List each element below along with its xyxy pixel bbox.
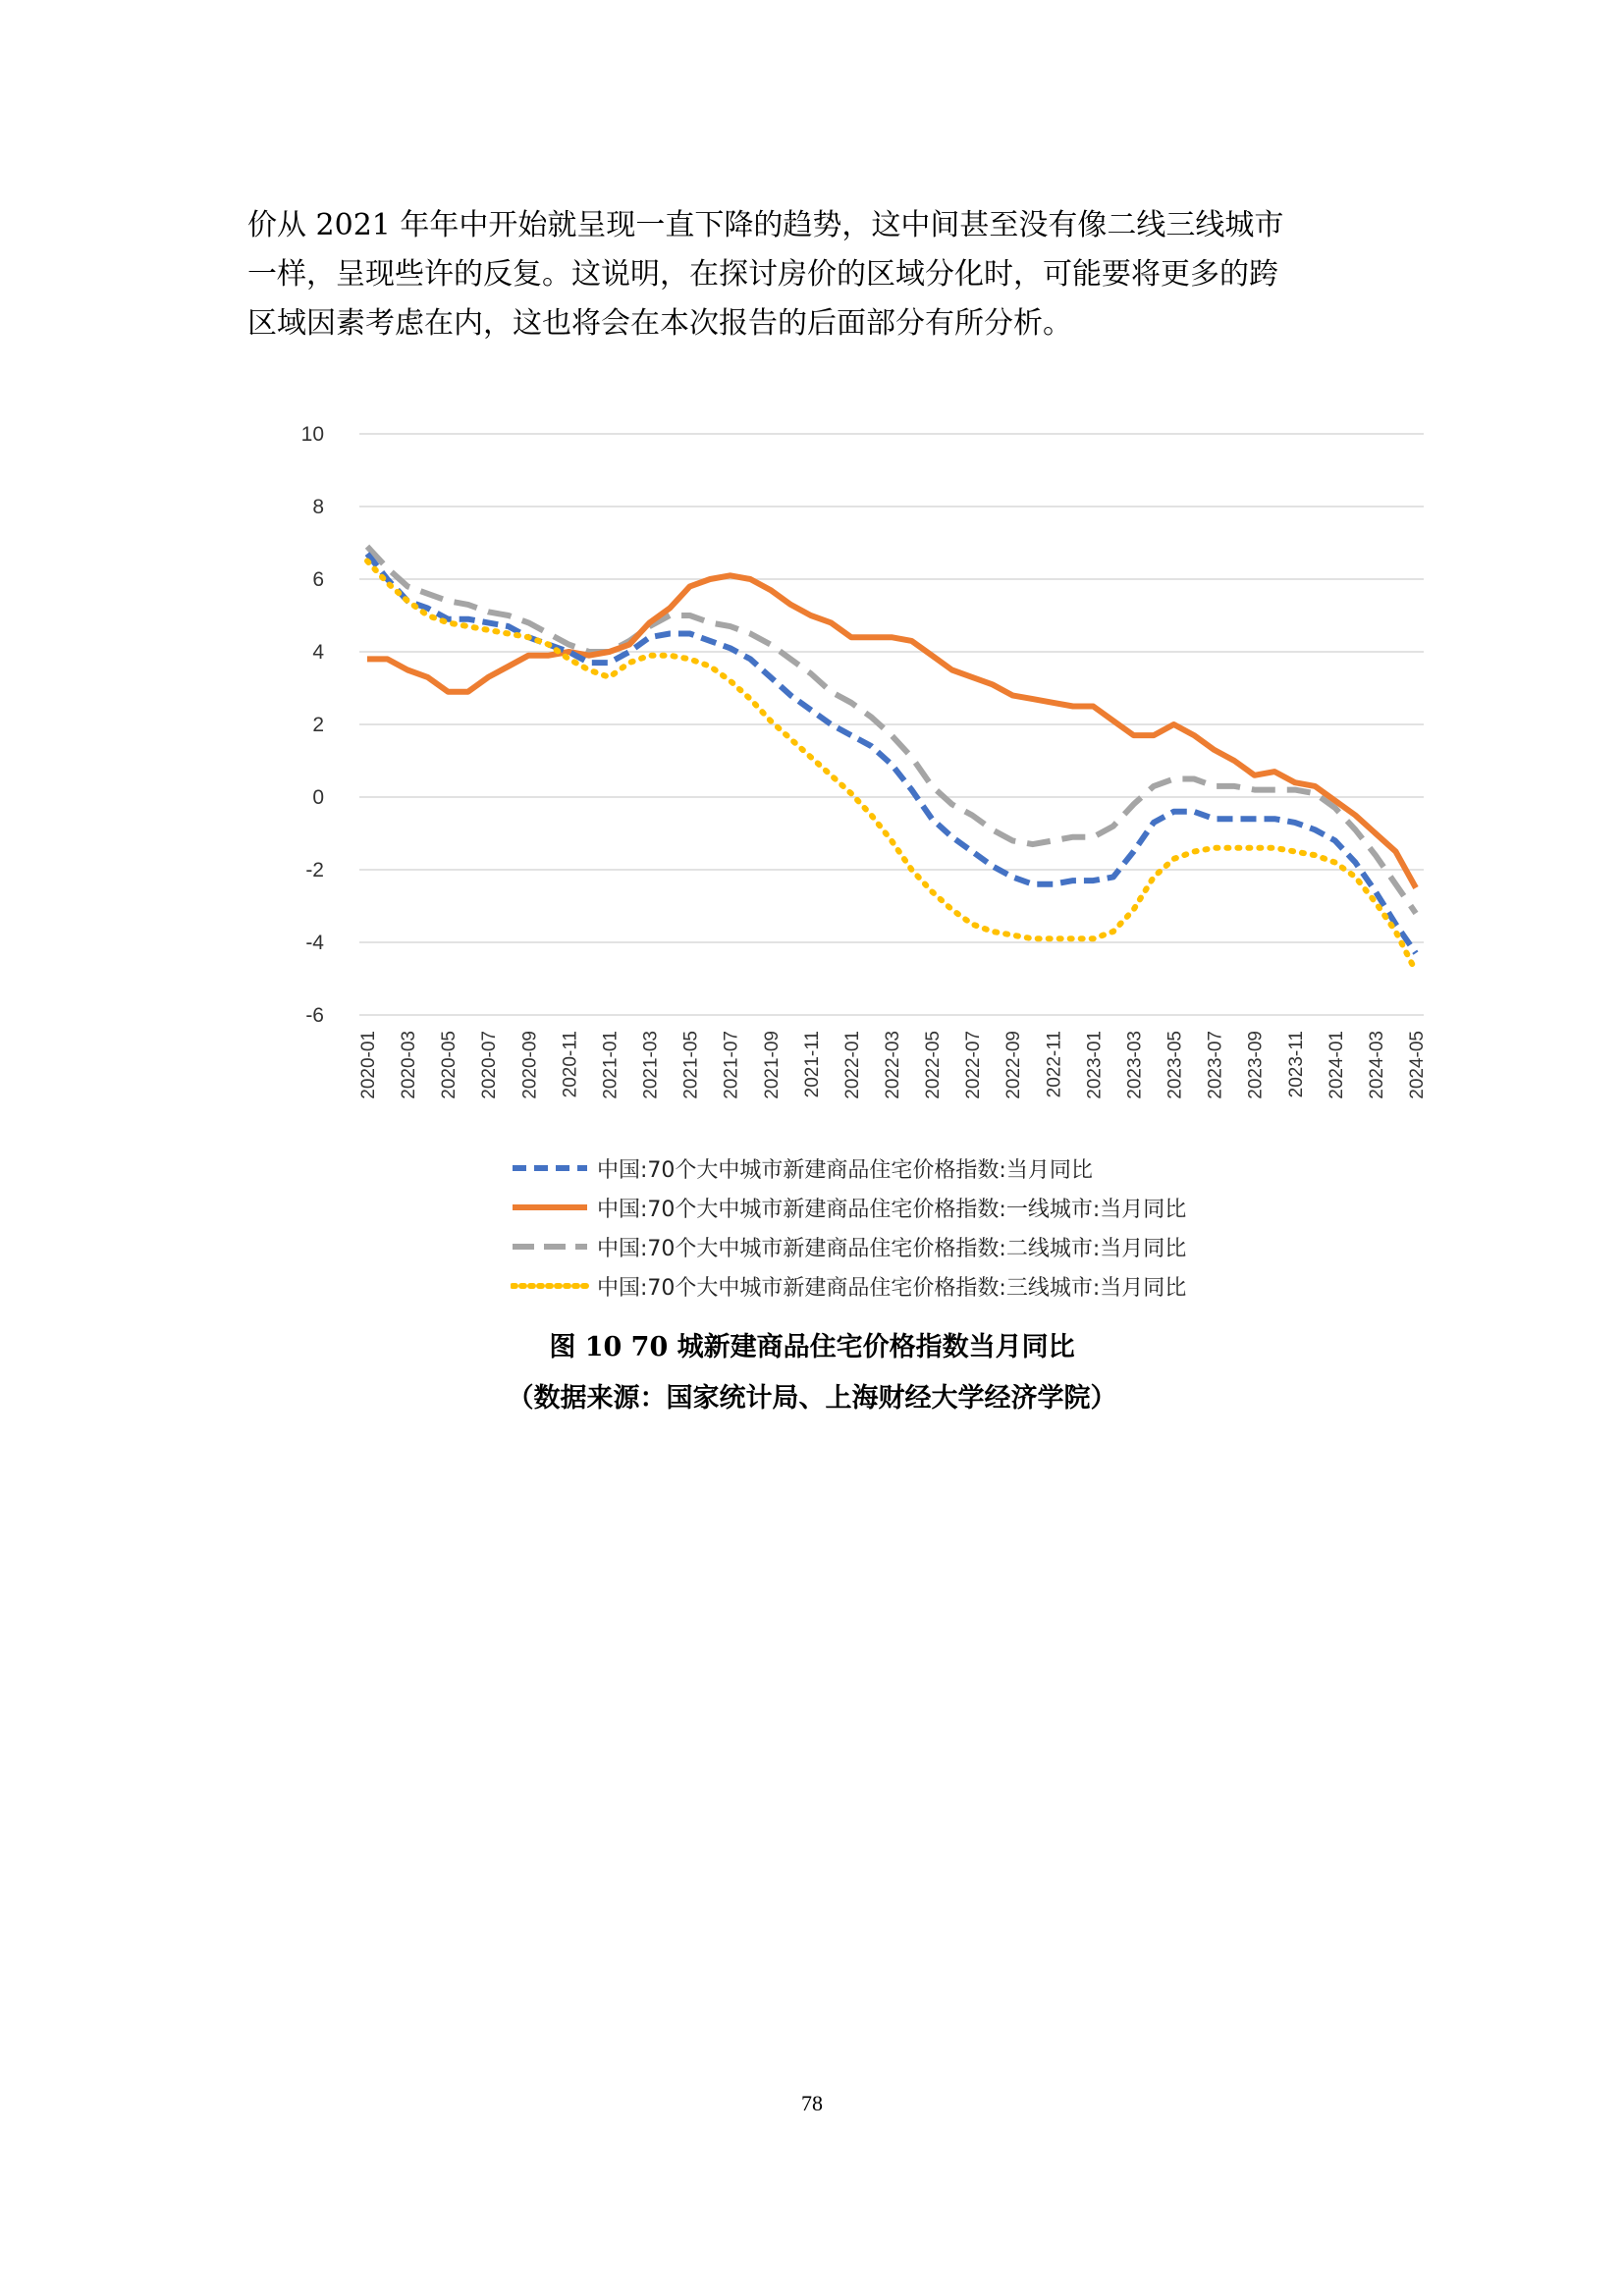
x-tick-label: 2022-07 [963, 1031, 985, 1099]
x-tick-label: 2020-09 [519, 1031, 541, 1099]
y-tick-label: -6 [305, 1004, 324, 1027]
legend-label: 中国:70个大中城市新建商品住宅价格指数:三线城市:当月同比 [597, 1275, 1187, 1301]
y-tick-label: 0 [312, 786, 324, 809]
legend-swatch-tier1 [511, 1201, 589, 1213]
legend-item [511, 1266, 1186, 1306]
x-tick-label: 2023-11 [1285, 1031, 1307, 1098]
legend-label: 中国:70个大中城市新建商品住宅价格指数:二线城市:当月同比 [597, 1236, 1187, 1261]
x-tick-label: 2023-03 [1124, 1031, 1146, 1099]
x-tick-label: 2021-07 [721, 1031, 742, 1099]
x-tick-label: 2020-01 [358, 1031, 379, 1099]
legend-swatch-national [511, 1162, 589, 1174]
chart-legend [511, 1148, 1186, 1306]
legend-swatch-tier2 [511, 1241, 589, 1253]
y-tick-label: -2 [305, 859, 324, 881]
y-tick-label: 2 [312, 714, 324, 736]
series-line-tier2 [367, 547, 1416, 914]
figure-source: （数据来源：国家统计局、上海财经大学经济学院） [507, 1383, 1117, 1414]
x-tick-label: 2021-05 [680, 1031, 702, 1099]
x-tick-label: 2023-05 [1164, 1031, 1186, 1099]
paragraph-line: 区域因素考虑在内，这也将会在本次报告的后面部分有所分析。 [247, 306, 1072, 341]
y-tick-label: 10 [300, 423, 324, 446]
body-paragraph [247, 201, 1386, 348]
x-tick-label: 2020-11 [560, 1031, 581, 1098]
x-tick-label: 2023-09 [1245, 1031, 1267, 1099]
x-tick-label: 2024-01 [1326, 1031, 1347, 1099]
legend-item [511, 1188, 1186, 1227]
y-tick-label: 8 [312, 496, 324, 518]
legend-label: 中国:70个大中城市新建商品住宅价格指数:一线城市:当月同比 [597, 1197, 1187, 1222]
x-tick-label: 2024-05 [1407, 1031, 1428, 1099]
y-tick-label: 6 [312, 568, 324, 591]
x-tick-label: 2022-05 [923, 1031, 945, 1099]
line-chart [285, 407, 1443, 1134]
x-axis [358, 1031, 1428, 1099]
legend-item [511, 1148, 1186, 1188]
paragraph-line: 价从 2021 年年中开始就呈现一直下降的趋势，这中间甚至没有像二线三线城市 [247, 208, 1284, 242]
x-tick-label: 2022-09 [1003, 1031, 1025, 1099]
x-tick-label: 2024-03 [1366, 1031, 1387, 1099]
x-tick-label: 2023-07 [1205, 1031, 1226, 1099]
page-number: 78 [801, 2091, 823, 2115]
x-tick-label: 2020-05 [439, 1031, 460, 1099]
legend-item [511, 1227, 1186, 1266]
x-tick-label: 2023-01 [1084, 1031, 1106, 1099]
x-tick-label: 2021-03 [640, 1031, 662, 1099]
x-tick-label: 2022-01 [841, 1031, 863, 1099]
x-tick-label: 2020-07 [479, 1031, 501, 1099]
chart-series [367, 547, 1416, 972]
x-tick-label: 2022-11 [1044, 1031, 1065, 1098]
y-tick-label: 4 [312, 641, 324, 664]
y-axis [301, 423, 325, 1027]
legend-swatch-tier3 [511, 1280, 589, 1292]
x-tick-label: 2021-01 [600, 1031, 622, 1099]
series-line-national [367, 554, 1416, 953]
legend-label: 中国:70个大中城市新建商品住宅价格指数:当月同比 [597, 1157, 1093, 1183]
figure-caption: 图 10 70 城新建商品住宅价格指数当月同比 [549, 1332, 1075, 1362]
x-tick-label: 2021-11 [801, 1031, 823, 1098]
x-tick-label: 2022-03 [883, 1031, 903, 1099]
y-tick-label: -4 [305, 932, 324, 954]
chart-gridlines [359, 434, 1424, 1015]
paragraph-line: 一样，呈现些许的反复。这说明，在探讨房价的区域分化时，可能要将更多的跨 [247, 257, 1278, 292]
x-tick-label: 2020-03 [399, 1031, 420, 1099]
x-tick-label: 2021-09 [761, 1031, 783, 1099]
